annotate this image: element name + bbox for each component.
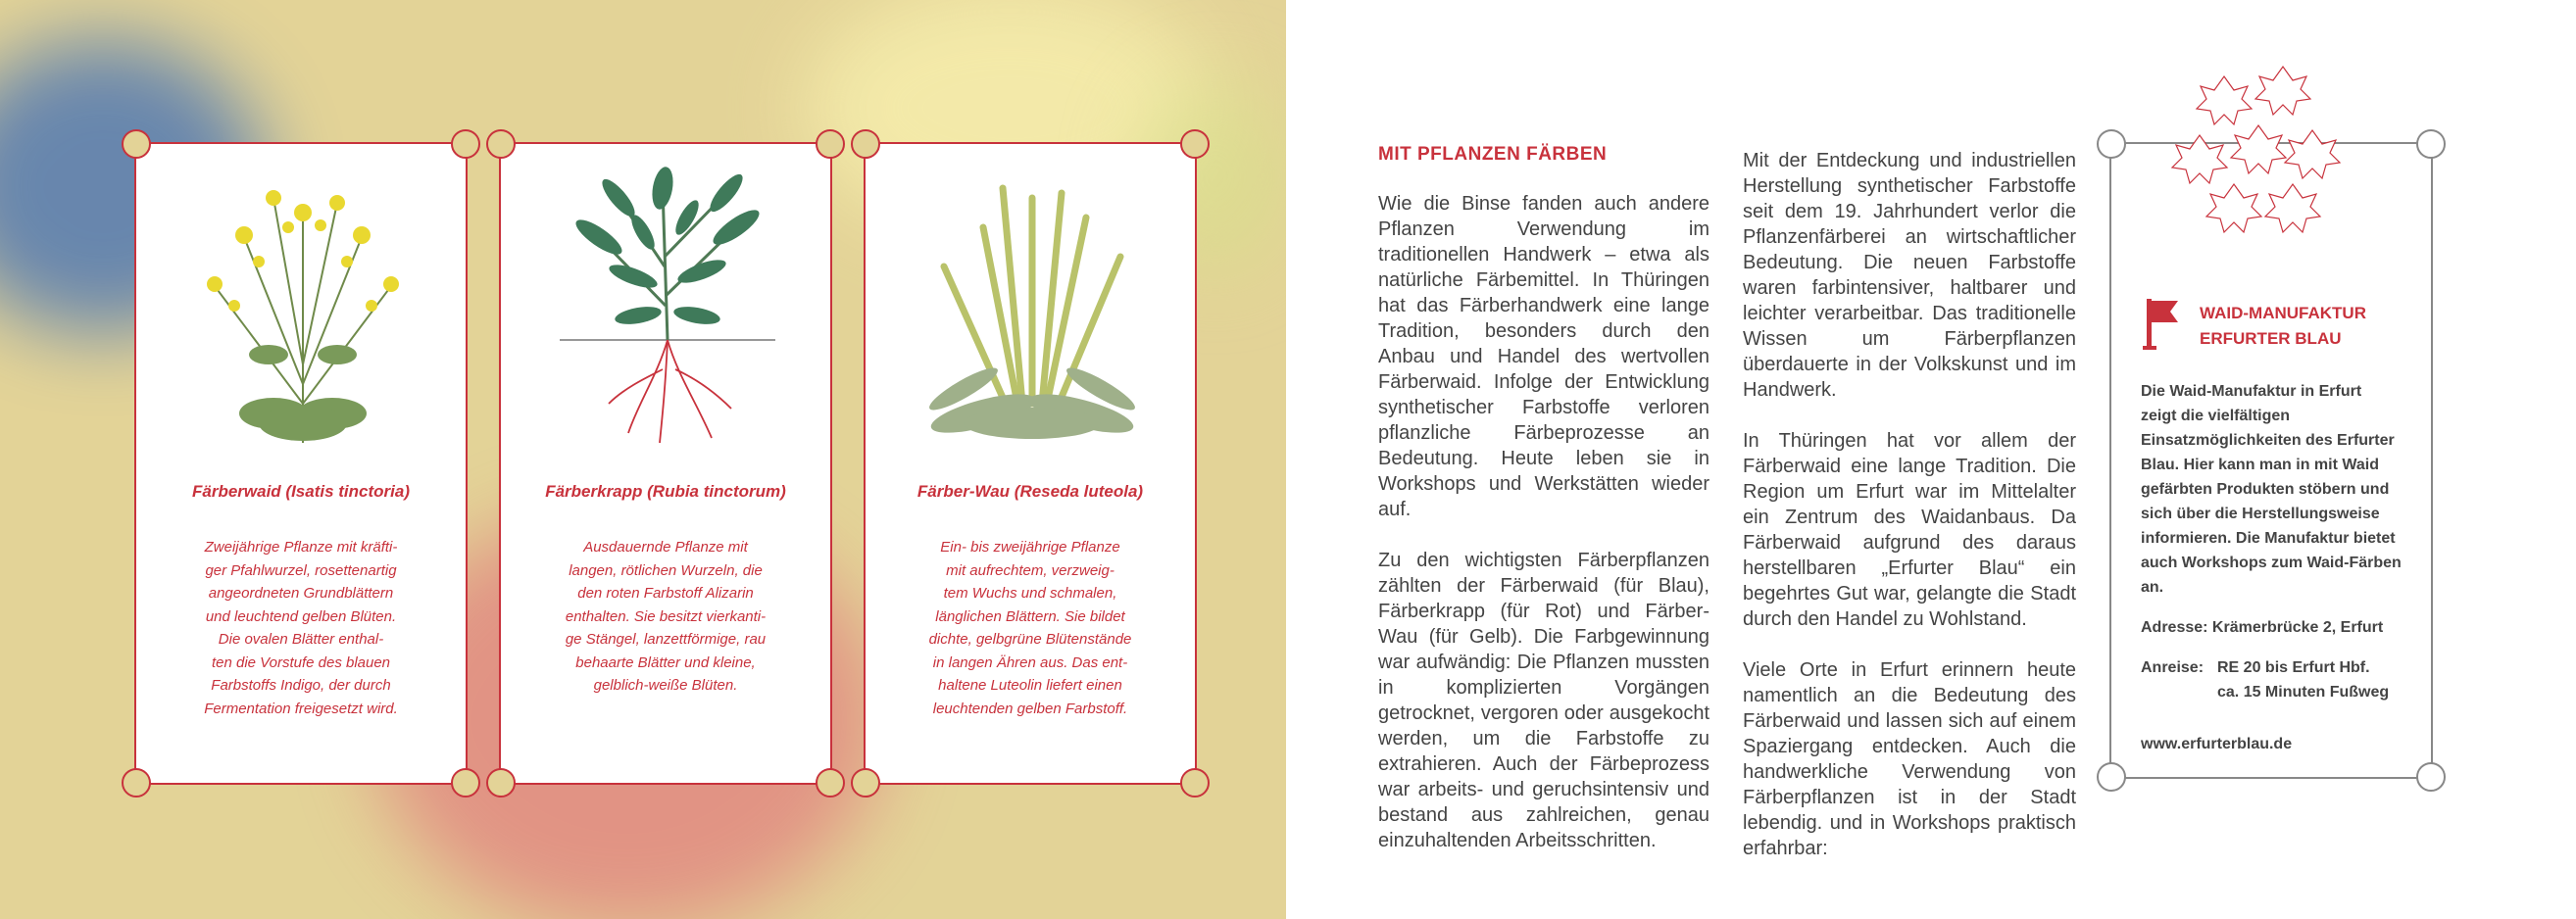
- left-page: [0, 0, 1286, 919]
- info-title-line: ERFURTER BLAU: [2200, 329, 2342, 348]
- faerber-wau-illustration: [905, 159, 1160, 453]
- card-caption: Färber-Wau (Reseda luteola): [916, 482, 1144, 501]
- paragraph: In Thüringen hat vor allem der Färberwaid eine lange Tradition. Die Region um Erfurt war im Mittelalter ein Zentrum des Waidanbaus. Da Färberwaid aufgrund des daraus herstellbaren „Erfurter Blau“ ein begehrtes Gut war, gelangte die Stadt durch den Handel zu Wohlstand.: [1743, 430, 2076, 630]
- flower-illustration: [2155, 51, 2352, 257]
- desc-line: tem Wuchs und schmalen,: [943, 585, 1117, 602]
- card-corner: [451, 129, 480, 159]
- travel-details: [2217, 655, 2389, 704]
- info-body: [2141, 379, 2402, 772]
- website-link[interactable]: www.erfurterblau.de: [2141, 736, 2293, 752]
- info-title-line: WAID-MANUFAKTUR: [2200, 304, 2366, 322]
- desc-line: enthalten. Sie besitzt vierkanti-: [565, 607, 767, 625]
- card-corner: [451, 768, 480, 798]
- desc-line: Ausdauernde Pflanze mit: [583, 539, 748, 556]
- info-address: Adresse: Krämerbrücke 2, Erfurt: [2141, 619, 2384, 636]
- travel-line: ca. 15 Minuten Fußweg: [2217, 684, 2390, 701]
- card-corner: [486, 129, 516, 159]
- desc-line: haltene Luteolin liefert einen: [938, 677, 1122, 694]
- info-description: Die Waid-Manufaktur in Erfurt zeigt die vielfältigen Einsatzmöglichkeiten des Erfurter Blau. Hier kann man in mit Waid gefärbten Produkten stöbern und sich über die Herstellungsweise informieren. Die Manufaktur bietet auch Workshops zum Waid-Färben an.: [2141, 383, 2402, 596]
- info-card-waid-manufaktur: [2109, 142, 2433, 779]
- card-corner: [122, 129, 151, 159]
- card-corner: [851, 129, 880, 159]
- card-corner: [486, 768, 516, 798]
- plant-card-faerberwaid: [134, 142, 468, 785]
- desc-line: Farbstoffs Indigo, der durch: [211, 677, 391, 694]
- travel-label: Anreise:: [2141, 659, 2204, 676]
- desc-line: Die ovalen Blätter enthal-: [218, 631, 384, 648]
- flag-icon: [2143, 299, 2182, 350]
- card-corner: [2416, 762, 2446, 792]
- right-page: [1286, 0, 2576, 919]
- card-corner: [816, 129, 845, 159]
- desc-line: ge Stängel, lanzettförmige, rau: [565, 631, 767, 648]
- card-caption: Färberkrapp (Rubia tinctorum): [545, 482, 786, 501]
- desc-line: Ein- bis zweijährige Pflanze: [940, 539, 1120, 556]
- paragraph: Mit der Entdeckung und industriellen Herstellung synthetischer Farbstoffe seit dem 19. Jahrhundert verlor die Pflanzenfärberei an wirtschaftlicher Bedeutung. Die neuen Farbstoffe waren farbintensiver, haltbarer und leichter verarbeitbar. Das traditionelle Wissen um Färberpflanzen überdauerte in der Volkskunst und im Handwerk.: [1743, 150, 2076, 401]
- card-corner: [816, 768, 845, 798]
- desc-line: in langen Ähren aus. Das ent-: [932, 653, 1128, 671]
- faerberwaid-illustration: [175, 159, 430, 453]
- card-corner: [2416, 129, 2446, 159]
- plant-card-faerber-wau: [864, 142, 1197, 785]
- faerberkrapp-illustration: [540, 159, 795, 453]
- plant-card-faerberkrapp: [499, 142, 832, 785]
- card-corner: [851, 768, 880, 798]
- desc-line: langen, rötlichen Wurzeln, die: [569, 561, 763, 579]
- text-column-1: [1378, 142, 1709, 879]
- card-caption: Färberwaid (Isatis tinctoria): [192, 482, 410, 501]
- card-corner: [122, 768, 151, 798]
- card-corner: [2097, 762, 2126, 792]
- text-column-2: [1743, 148, 2076, 887]
- card-corner: [2097, 129, 2126, 159]
- card-description: [915, 536, 1146, 720]
- section-heading: MIT PFLANZEN FÄRBEN: [1378, 144, 1608, 165]
- desc-line: und leuchtend gelben Blüten.: [205, 607, 397, 625]
- info-travel: [2141, 655, 2402, 704]
- desc-line: den roten Farbstoff Alizarin: [577, 585, 754, 602]
- desc-line: dichte, gelbgrüne Blütenstände: [928, 631, 1132, 648]
- paragraph: Viele Orte in Erfurt erinnern heute namentlich an die Bedeutung des Färberwaid und lassen sich auf einem Spaziergang entdecken. Auch die handwerkliche Verwendung von Färberpflanzen ist in der Stadt lebendig. und in Workshops praktisch erfahrbar:: [1743, 659, 2076, 859]
- card-description: [550, 536, 781, 698]
- desc-line: Fermentation freigesetzt wird.: [204, 700, 398, 717]
- info-title: [2200, 301, 2366, 352]
- desc-line: länglichen Blättern. Sie bildet: [935, 607, 1125, 625]
- card-corner: [1180, 768, 1210, 798]
- desc-line: ger Pfahlwurzel, rosettenartig: [205, 561, 397, 579]
- paragraph: Zu den wichtigsten Färberpflanzen zählten der Färberwaid (für Blau), Färberkrapp (für Rot) und Färber-Wau (für Gelb). Die Farbgewinnung war aufwändig: Die Pflanzen mussten in komplizierten Vorgängen getrocknet, vergoren oder ausgekocht werden, um die Farbstoffe zu extrahieren. Auch der Färbeprozess war arbeits- und geruchsintensiv und bestand aus zahlreichen, genau einzuhaltenden Arbeitsschritten.: [1378, 550, 1709, 851]
- desc-line: Zweijährige Pflanze mit kräfti-: [204, 539, 398, 556]
- desc-line: gelblich-weiße Blüten.: [593, 677, 738, 694]
- travel-line: RE 20 bis Erfurt Hbf.: [2217, 659, 2370, 676]
- desc-line: ten die Vorstufe des blauen: [211, 653, 391, 671]
- desc-line: leuchtenden gelben Farbstoff.: [932, 700, 1128, 717]
- paragraph: Wie die Binse fanden auch andere Pflanzen Verwendung im traditionellen Handwerk – etwa als natürliche Färbemittel. In Thüringen hat das Färberhandwerk eine lange Tradition, besonders durch den Anbau und Handel des wertvollen Färberwaid. Infolge der Entwicklung synthetischer Farbstoffe verloren pflanzliche Färbeprozesse an Bedeutung. Heute leben sie in Workshops und Werkstätten wieder auf.: [1378, 193, 1709, 520]
- desc-line: angeordneten Grundblättern: [208, 585, 394, 602]
- card-description: [185, 536, 417, 720]
- card-corner: [1180, 129, 1210, 159]
- desc-line: mit aufrechtem, verzweig-: [946, 561, 1115, 579]
- desc-line: behaarte Blätter und kleine,: [575, 653, 756, 671]
